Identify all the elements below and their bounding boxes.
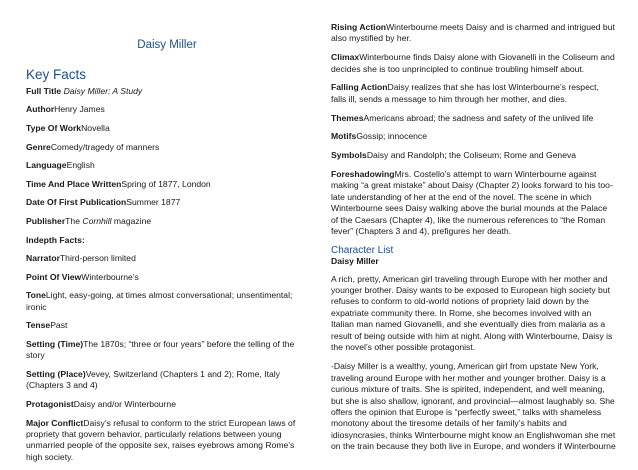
character-description-2: -Daisy Miller is a wealthy, young, American girl from upstate New York, traveling around Europe with her mother and younger brother. Daisy is a curious mixture of traits. She is spirited, independent, and well meaning, but she is also shallow, ignorant, and provincial—almost laughably so. She offers the opinion that Europe is “perfectly sweet,” talks with shameless monotony about the tiresome details of her family’s habits and idiosyncrasies, thinks Winterbourne might know an Englishwoman she met on the train because they both live in Europe, and wonders if Winterbourne <box>331 361 616 452</box>
fact-climax: ClimaxWinterbourne finds Daisy alone with Giovanelli in the Coliseum and decides she is too unprincipled to continue troubling himself about. <box>331 52 615 74</box>
fact-publisher: PublisherThe Cornhill magazine <box>26 215 152 226</box>
fact-falling-action: Falling ActionDaisy realizes that she has lost Winterbourne’s respect, falls ill, sends a message to him through her mother, and dies. <box>331 82 599 104</box>
fact-tense: TensePast <box>26 320 68 331</box>
character-name: Daisy Miller <box>331 256 379 267</box>
character-description-1: A rich, pretty, American girl traveling through Europe with her mother and younger brother. Daisy wants to be exposed to European high society but refuses to conform to old-world notions of propriety laid down by the expatriate community there. In Rome, she becomes involved with an Italian man named Giovanelli, and she eventually dies from malaria as a result of being outside with him at night. Along with Winterbourne, Daisy is the novel’s other possible protagonist. <box>331 273 613 353</box>
fact-point-of-view: Point Of ViewWinterbourne's <box>26 271 139 282</box>
fact-indepth-heading: Indepth Facts: <box>26 234 85 245</box>
left-column <box>26 0 308 470</box>
fact-time-place-written: Time And Place WrittenSpring of 1877, London <box>26 178 211 189</box>
fact-language: LanguageEnglish <box>26 160 95 171</box>
fact-author: AuthorHenry James <box>26 104 105 115</box>
fact-major-conflict: Major ConflictDaisy’s refusal to conform to the strict European laws of propriety that govern behavior, particularly relations between young unmarried people of the opposite sex, raises eyebrows among Rome’s high society. <box>26 417 296 462</box>
fact-protagonist: ProtagonistDaisy and/or Winterbourne <box>26 398 176 409</box>
fact-symbols: SymbolsDaisy and Randolph; the Coliseum; Rome and Geneva <box>331 150 577 161</box>
fact-narrator: NarratorThird-person limited <box>26 253 136 264</box>
fact-setting-place: Setting (Place)Vevey, Switzerland (Chapters 1 and 2); Rome, Italy (Chapters 3 and 4) <box>26 368 280 391</box>
character-list-heading: Character List <box>331 244 394 256</box>
fact-foreshadowing: ForeshadowingMrs. Costello’s attempt to warn Winterbourne against making “a great mistake” about Daisy (Chapter 2) looks forward to his too-late understanding of her at the end of the novel. The scene in which Winterbourne sees Daisy walking above the burial mounds at the Palace of the Caesars (Chapter 4), like the numerous references to “the Roman fever” (Chapters 3 and 4), prefigures her death. <box>331 169 613 237</box>
fact-motifs: MotifsGossip; innocence <box>331 131 428 142</box>
fact-type-of-work: Type Of WorkNovella <box>26 123 110 133</box>
document-title: Daisy Miller <box>137 39 197 51</box>
fact-rising-action: Rising ActionWinterbourne meets Daisy and is charmed and intrigued but also mystified by her. <box>331 22 615 44</box>
fact-themes: ThemesAmericans abroad; the sadness and safety of the unlived life <box>331 112 594 123</box>
fact-tone: ToneLight, easy-going, at times almost conversational; unsentimental; ironic <box>26 290 293 312</box>
fact-setting-time: Setting (Time)The 1870s; “three or four years” before the telling of the story <box>26 338 295 361</box>
right-column <box>331 0 616 460</box>
key-facts-heading: Key Facts <box>26 67 87 83</box>
fact-full-title: Full Title Daisy Miller: A Study <box>26 85 143 96</box>
fact-genre: GenreComedy/tragedy of manners <box>26 141 160 152</box>
fact-first-publication: Date Of First PublicationSummer 1877 <box>26 197 181 208</box>
